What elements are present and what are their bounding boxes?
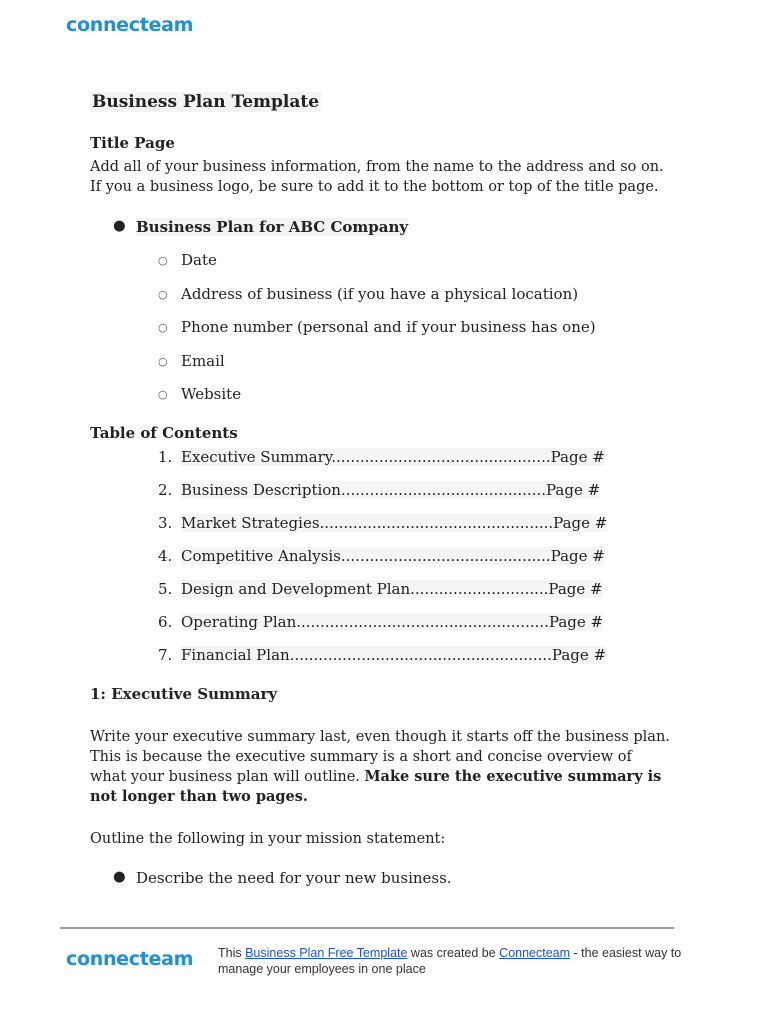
toc-number: 2. — [158, 481, 173, 499]
outline-intro: Outline the following in your mission statement: — [90, 831, 446, 847]
hollow-bullet-icon: ○ — [158, 288, 168, 301]
toc-number: 4. — [158, 547, 173, 565]
hollow-bullet-icon: ○ — [158, 254, 168, 267]
sub-item-phone: Phone number (personal and if your business has one) — [181, 318, 596, 336]
toc-item: Business Description...........................................Page # — [181, 481, 601, 499]
exec-summary-bold-note: Make sure the executive summary is not longer than two pages. — [90, 768, 662, 805]
toc-number: 3. — [158, 514, 173, 532]
toc-item: Market Strategies.................................................Page # — [181, 514, 608, 532]
toc-number: 5. — [158, 580, 173, 598]
bullet-icon: ● — [113, 869, 126, 885]
title-page-bullet: Business Plan for ABC Company — [136, 218, 409, 236]
bullet-icon: ● — [113, 218, 126, 234]
business-plan-template-link[interactable]: Business Plan Free Template — [245, 946, 408, 960]
title-page-heading: Title Page — [90, 134, 175, 152]
footer-divider — [60, 927, 674, 929]
toc-number: 7. — [158, 646, 173, 664]
toc-number: 1. — [158, 448, 173, 466]
connecteam-logo: connecteam — [66, 948, 194, 970]
connecteam-link[interactable]: Connecteam — [499, 946, 571, 960]
hollow-bullet-icon: ○ — [158, 355, 168, 368]
toc-item: Executive Summary..............................................Page # — [181, 448, 605, 466]
hollow-bullet-icon: ○ — [158, 388, 168, 401]
sub-item-website: Website — [181, 385, 242, 403]
toc-item: Design and Development Plan.............................Page # — [181, 580, 603, 598]
sub-item-address: Address of business (if you have a physical location) — [181, 285, 579, 303]
exec-summary-bullet: Describe the need for your new business. — [136, 869, 452, 887]
exec-summary-paragraph: Write your executive summary last, even though it starts off the business plan. This is because the executive summary is a short and concise overview of what your business plan will outline. Make sure the executive summary is not longer than two pages. — [90, 729, 670, 805]
hollow-bullet-icon: ○ — [158, 321, 168, 334]
title-page-description: Add all of your business information, from the name to the address and so on. If you a business logo, be sure to add it to the bottom or top of the title page. — [90, 159, 664, 195]
toc-item: Competitive Analysis............................................Page # — [181, 547, 605, 565]
toc-number: 6. — [158, 613, 173, 631]
sub-item-date: Date — [181, 251, 217, 269]
connecteam-logo: connecteam — [66, 14, 194, 36]
toc-item: Operating Plan.....................................................Page # — [181, 613, 604, 631]
toc-heading: Table of Contents — [90, 424, 238, 442]
sub-item-email: Email — [181, 352, 225, 370]
document-title: Business Plan Template — [92, 92, 320, 112]
footer-text: This Business Plan Free Template was created be Connecteam - the easiest way to manage your employees in one place — [218, 946, 682, 976]
toc-item: Financial Plan.......................................................Page # — [181, 646, 607, 664]
exec-summary-heading: 1: Executive Summary — [90, 685, 278, 703]
